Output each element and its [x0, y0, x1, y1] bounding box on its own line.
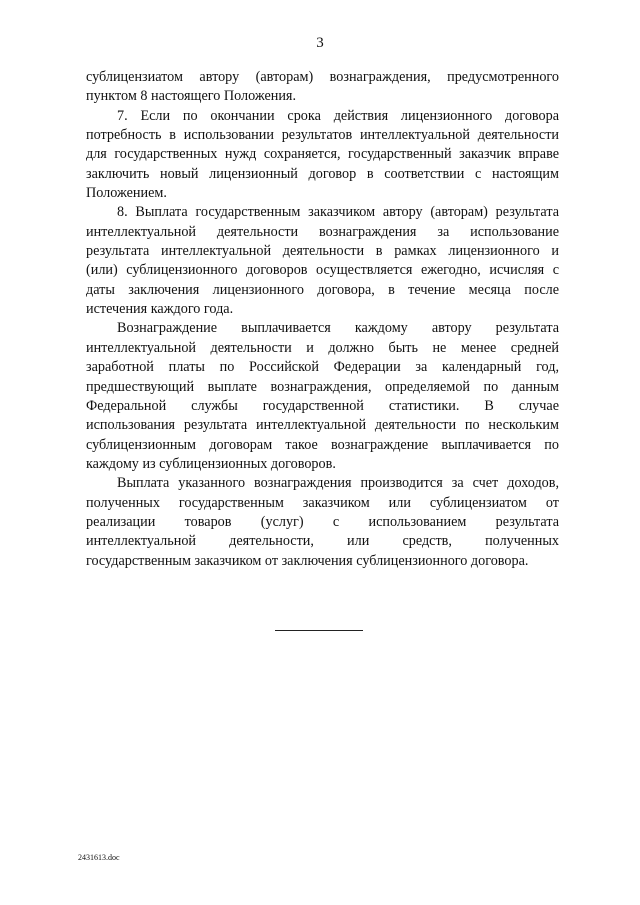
- text-line: интеллектуальной деятельности, или средств, полученных: [86, 533, 559, 550]
- text-line: для государственных нужд сохраняется, государственный заказчик вправе: [86, 146, 559, 163]
- text-line: заработной платы по Российской Федерации за календарный год,: [86, 359, 559, 376]
- text-line: полученных государственным заказчиком или сублицензиатом от: [86, 494, 559, 511]
- text-line: заключить новый лицензионный договор в соответствии с настоящим: [86, 165, 559, 182]
- text-line: (или) сублицензионного договоров осуществляется ежегодно, исчисляя с: [86, 262, 559, 279]
- page-number: 3: [316, 35, 324, 51]
- text-line: реализации товаров (услуг) с использованием результата: [86, 513, 559, 530]
- document-body: [86, 68, 559, 571]
- text-line: предшествующий выплате вознаграждения, определяемой по данным: [86, 378, 559, 395]
- text-line: Федеральной службы государственной статистики. В случае: [86, 397, 559, 414]
- text-line: интеллектуальной деятельности и должно быть не менее средней: [86, 339, 559, 356]
- text-line: 7. Если по окончании срока действия лицензионного договора: [117, 107, 559, 124]
- text-line: использования результата интеллектуальной деятельности по нескольким: [86, 417, 559, 434]
- text-line: интеллектуальной деятельности вознаграждения за использование: [86, 223, 559, 240]
- text-line: каждому из сублицензионных договоров.: [86, 455, 336, 472]
- text-line: Положением.: [86, 185, 167, 202]
- text-line: Вознаграждение выплачивается каждому автору результата: [117, 320, 559, 337]
- text-line: государственным заказчиком от заключения сублицензионного договора.: [86, 552, 529, 569]
- text-line: сублицензиатом автору (авторам) вознаграждения, предусмотренного: [86, 69, 559, 85]
- text-line: Выплата указанного вознаграждения производится за счет доходов,: [117, 475, 559, 492]
- text-line: потребность в использовании результатов интеллектуальной деятельности: [86, 127, 559, 144]
- text-line: пунктом 8 настоящего Положения.: [86, 88, 297, 105]
- text-line: даты заключения лицензионного договора, в течение месяца после: [86, 281, 559, 298]
- end-separator-line: [275, 630, 363, 631]
- file-name-footer: 2431613.doc: [78, 853, 120, 862]
- text-line: истечения каждого года.: [86, 301, 234, 318]
- text-line: 8. Выплата государственным заказчиком автору (авторам) результата: [117, 204, 559, 221]
- text-line: сублицензионным договорам такое вознаграждение выплачивается по: [86, 436, 559, 453]
- text-line: результата интеллектуальной деятельности в рамках лицензионного и: [86, 243, 559, 260]
